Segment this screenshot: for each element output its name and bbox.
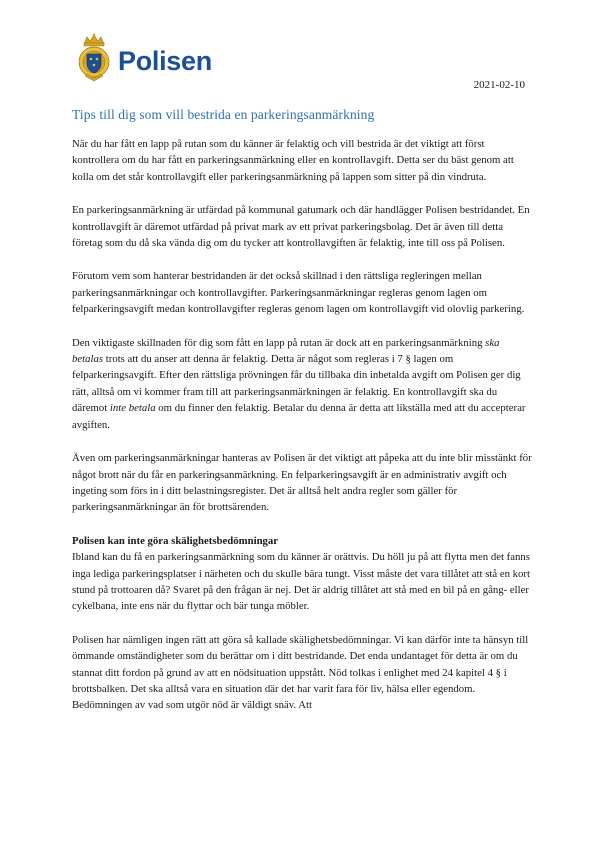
paragraph-4-part-c: om du finner den felaktig. Betalar du denna är detta att likställa med att du accepterar avgiften. <box>72 402 526 431</box>
paragraph-5: Även om parkeringsanmärkningar hanteras av Polisen är det viktigt att påpeka att du inte blir misstänkt för något brott när du får en parkeringsanmärkning. En felparkeringsavgift är en administrativ avgift och ingeting som förs in i ditt belastningsregister. Det är alltså helt andra regler som gäller för parkeringsanmärkningar än för brottsärenden. <box>72 452 532 514</box>
document-title: Tips till dig som vill bestrida en parkeringsanmärkning <box>72 107 375 122</box>
section-heading: Polisen kan inte göra skälighetsbedömningar <box>72 534 279 547</box>
paragraph-4-part-a: Den viktigaste skillnaden för dig som fått en lapp på rutan är dock att en parkeringsanmärkning <box>72 336 486 349</box>
paragraph-1: När du har fått en lapp på rutan som du känner är felaktig och vill bestrida är det viktigt att först kontrollera om du har fått en parkeringsanmärkning eller en kontrollavgift. Detta ser du bäst genom att kolla om det står kontrollavgift eller parkeringsanmärkning på lappen som sitter på din vindruta. <box>72 138 514 183</box>
emphasis-ska-betalas: ska betalas <box>72 336 500 366</box>
polisen-logo <box>76 32 212 92</box>
paragraph-7: Polisen har nämligen ingen rätt att göra så kallade skälighetsbedömningar. Vi kan därför inte ta hänsyn till ömmande omständigheter som du berättar om i ditt bestridande. Det enda undantaget för detta är om du stannat ditt fordon på grund av att en nödsituation uppstått. Nöd tolkas i enlighet med 24 kapitel 4 § i brottsbalken. Det ska alltså vara en situation där det har varit fara för liv, hälsa eller egendom. Bedömningen av vad som utgör nöd är väldigt snäv. Att <box>72 633 529 712</box>
police-emblem-icon <box>76 32 112 84</box>
paragraph-2: En parkeringsanmärkning är utfärdad på kommunal gatumark och där handlägger Polisen bestridandet. En kontrollavgift är däremot utfärdad på privat mark av ett privat parkeringsbolag. Det är även till detta företag som du då ska vända dig om du tycker att kontrollavgiften är felaktig, inte till oss på Polisen. <box>72 204 530 250</box>
paragraph-4-part-b: trots att du anser att denna är felaktig. Detta är något som regleras i 7 § lagen om felparkeringsavgift. Efter den rättsliga prövningen får du tillbaka din inbetalda avgift om Polisen ger dig rätt, alltså om vi kommer fram till att parkeringsanmärkningen är felaktig. En kontrollavgift ska du däremot <box>72 353 521 415</box>
paragraph-4 <box>72 335 532 433</box>
logo-text: Polisen <box>118 46 212 76</box>
document-body <box>72 136 532 731</box>
document-date: 2021-02-10 <box>473 79 525 91</box>
paragraph-3: Förutom vem som hanterar bestridanden är det också skillnad i den rättsliga regleringen mellan parkeringsanmärkningar och kontrollavgifter. Parkeringsanmärkningar regleras genom lagen om felparkeringsavgift medan kontrollavgifter regleras genom lagen om kontrollavgift vid olovlig parkering. <box>72 270 525 316</box>
emphasis-inte-betala: inte betala <box>109 402 156 415</box>
paragraph-6: Ibland kan du få en parkeringsanmärkning som du känner är orättvis. Du höll ju på att flytta men det fanns inga lediga parkeringsplatser i närheten och du skulle bära tungt. Visst måste det vara tillåtet att stå en kort stund på trottoaren då? Svaret på den frågan är nej. Det är aldrig tillåtet att stå med en bil på en gång- eller cykelbana, inte ens när du flyttar och bär tunga möbler. <box>72 551 530 613</box>
